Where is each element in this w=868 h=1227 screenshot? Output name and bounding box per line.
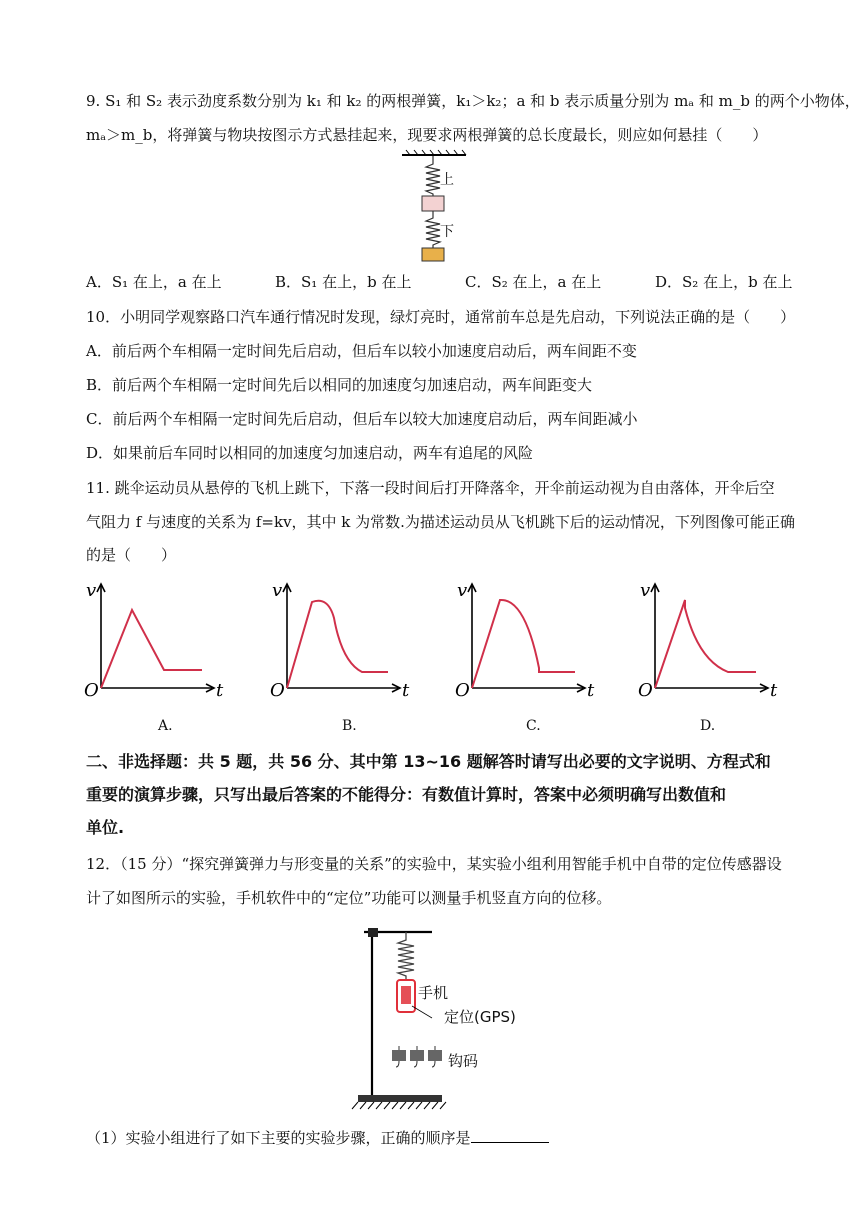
lower-spring-icon — [426, 211, 440, 248]
section2-line3: 单位. — [86, 818, 125, 837]
axis-v-label: v — [457, 580, 468, 601]
q12-stem-line1: 12．（15 分）“探究弹簧弹力与形变量的关系”的实验中，某实验小组利用智能手机中自带的定位传感器设 — [86, 855, 782, 873]
q10-stem: 10．小明同学观察路口汽车通行情况时发现，绿灯亮时，通常前车总是先启动，下列说法正确的是（ ） — [86, 308, 796, 326]
axis-v-label: v — [272, 580, 283, 601]
q11-stem-line2: 气阻力 f 与速度的关系为 f=kv，其中 k 为常数.为描述运动员从飞机跳下后的运动情况，下列图像可能正确 — [86, 513, 795, 531]
upper-block-icon — [422, 196, 444, 211]
lower-block-icon — [422, 248, 444, 261]
q11-stem-line1: 11. 跳伞运动员从悬停的飞机上跳下，下落一段时间后打开降落伞，开伞前运动视为自由落体，开伞后空 — [86, 479, 775, 497]
q10-option-a[interactable]: A．前后两个车相隔一定时间先后启动，但后车以较小加速度启动后，两车间距不变 — [86, 342, 637, 360]
q9-option-d[interactable]: D．S₂ 在上，b 在上 — [655, 273, 793, 291]
q9-stem-line1: 9. S₁ 和 S₂ 表示劲度系数分别为 k₁ 和 k₂ 的两根弹簧，k₁＞k₂；a 和 b 表示质量分别为 mₐ 和 m_b 的两个小物体， — [86, 92, 860, 110]
axis-origin-label: O — [638, 680, 653, 701]
axis-v-label: v — [640, 580, 651, 601]
label-up: 上 — [440, 172, 454, 188]
axis-origin-label: O — [270, 680, 285, 701]
q11-stem-line3: 的是（ ） — [86, 546, 177, 564]
graph-c-caption: C. — [526, 718, 541, 734]
axis-t-label: t — [216, 680, 224, 701]
graph-b-caption: B. — [342, 718, 357, 734]
section2-line2: 重要的演算步骤，只写出最后答案的不能得分：有数值计算时，答案中必须明确写出数值和 — [86, 785, 727, 804]
axis-origin-label: O — [84, 680, 99, 701]
axis-origin-label: O — [455, 680, 470, 701]
ceiling-icon — [402, 150, 466, 155]
hook-weights-icon — [392, 1046, 442, 1067]
q12-sub1-text: （1）实验小组进行了如下主要的实验步骤，正确的顺序是 — [86, 1129, 471, 1147]
q10-option-d[interactable]: D．如果前后车同时以相同的加速度匀加速启动，两车有追尾的风险 — [86, 444, 534, 462]
q9-option-b[interactable]: B．S₁ 在上，b 在上 — [275, 273, 412, 291]
q12-stem-line2: 计了如图所示的实验，手机软件中的“定位”功能可以测量手机竖直方向的位移。 — [86, 889, 612, 907]
q9-option-c[interactable]: C．S₂ 在上，a 在上 — [465, 273, 602, 291]
q10-option-b[interactable]: B．前后两个车相隔一定时间先后以相同的加速度匀加速启动，两车间距变大 — [86, 376, 593, 394]
graph-a[interactable] — [84, 578, 224, 701]
q9-stem-line2: mₐ＞m_b，将弹簧与物块按图示方式悬挂起来，现要求两根弹簧的总长度最长，则应如何悬挂（ ） — [86, 126, 768, 144]
answer-blank[interactable] — [471, 1128, 549, 1143]
graph-b[interactable] — [270, 578, 410, 701]
axis-t-label: t — [587, 680, 595, 701]
label-weights: 钩码 — [448, 1052, 479, 1070]
q12-sub1 — [86, 1128, 549, 1148]
label-gps: 定位(GPS) — [444, 1008, 516, 1026]
graph-d[interactable] — [638, 578, 778, 701]
spring-icon — [398, 932, 414, 980]
spring-figure — [400, 150, 470, 270]
q10-option-c[interactable]: C．前后两个车相隔一定时间先后启动，但后车以较大加速度启动后，两车间距减小 — [86, 410, 638, 428]
graph-d-caption: D. — [700, 718, 716, 734]
graph-a-caption: A. — [158, 718, 173, 734]
q9-option-a[interactable]: A．S₁ 在上，a 在上 — [86, 273, 222, 291]
axis-t-label: t — [402, 680, 410, 701]
label-phone: 手机 — [418, 984, 449, 1002]
axis-v-label: v — [86, 580, 97, 601]
graph-c[interactable] — [455, 578, 595, 701]
label-down: 下 — [440, 224, 454, 240]
section2-line1: 二、非选择题：共 5 题，共 56 分、其中第 13~16 题解答时请写出必要的文字说明、方程式和 — [86, 752, 771, 771]
axis-t-label: t — [770, 680, 778, 701]
upper-spring-icon — [426, 156, 440, 196]
